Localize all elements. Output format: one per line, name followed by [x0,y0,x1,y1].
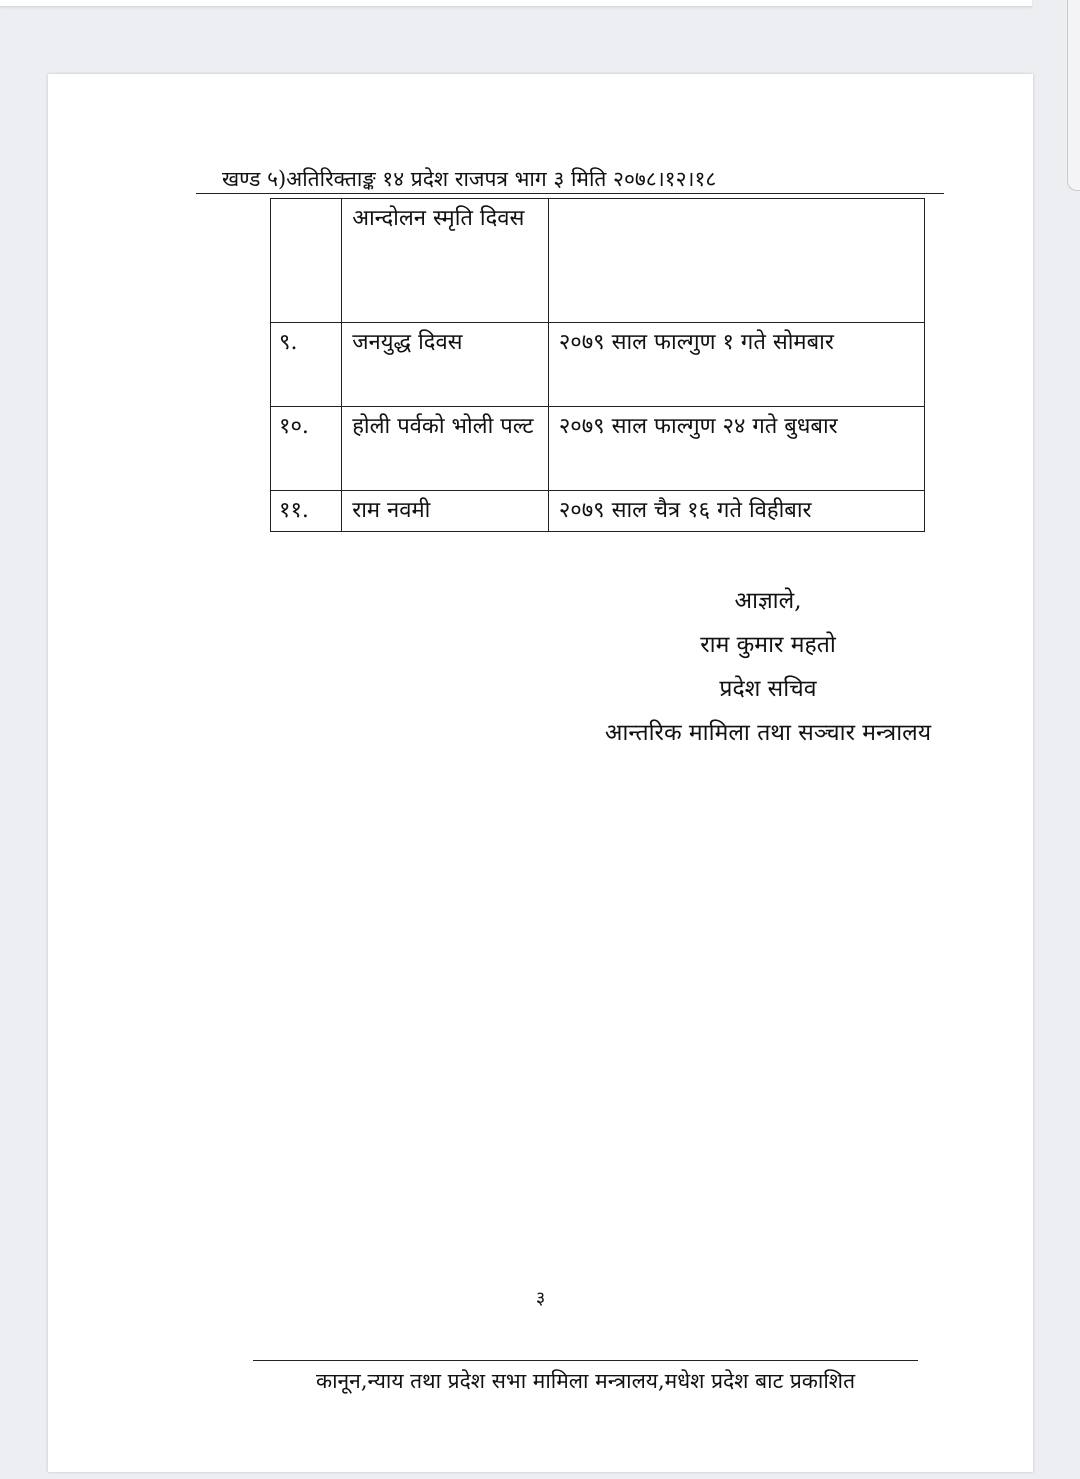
signatory-ministry: आन्तरिक मामिला तथा सञ्चार मन्त्रालय [604,720,932,746]
holiday-name-cell: राम नवमी [342,491,549,532]
holiday-date-cell: २०७९ साल फाल्गुण १ गते सोमबार [548,323,924,407]
holiday-date-cell: २०७९ साल फाल्गुण २४ गते बुधबार [548,407,924,491]
serial-cell: ११. [271,491,342,532]
gazette-header: खण्ड ५)अतिरिक्ताङ्क १४ प्रदेश राजपत्र भाग ३ मिति २०७८।१२।१८ [196,166,944,194]
table-row [271,491,925,532]
scrollbar[interactable] [1067,0,1080,191]
holiday-name-cell: जनयुद्ध दिवस [342,323,549,407]
table-row [271,323,925,407]
order-line: आज्ञाले, [734,588,802,614]
serial-cell: ९. [271,323,342,407]
previous-page-edge [0,0,1032,7]
table-row [271,407,925,491]
signature-block [528,579,1008,755]
serial-cell: १०. [271,407,342,491]
holiday-date-cell: २०७९ साल चैत्र १६ गते विहीबार [548,491,924,532]
document-page [48,74,1033,1472]
holiday-date-cell [548,199,924,323]
publisher-footer: कानून,न्याय तथा प्रदेश सभा मामिला मन्त्रालय,मधेश प्रदेश बाट प्रकाशित [253,1360,918,1401]
signatory-name: राम कुमार महतो [700,632,836,658]
page-number: ३ [535,1288,546,1309]
holiday-table [270,198,925,532]
holiday-name-cell: आन्दोलन स्मृति दिवस [342,199,549,323]
table-row [271,199,925,323]
signatory-designation: प्रदेश सचिव [719,676,817,702]
serial-cell [271,199,342,323]
holiday-name-cell: होली पर्वको भोली पल्ट [342,407,549,491]
